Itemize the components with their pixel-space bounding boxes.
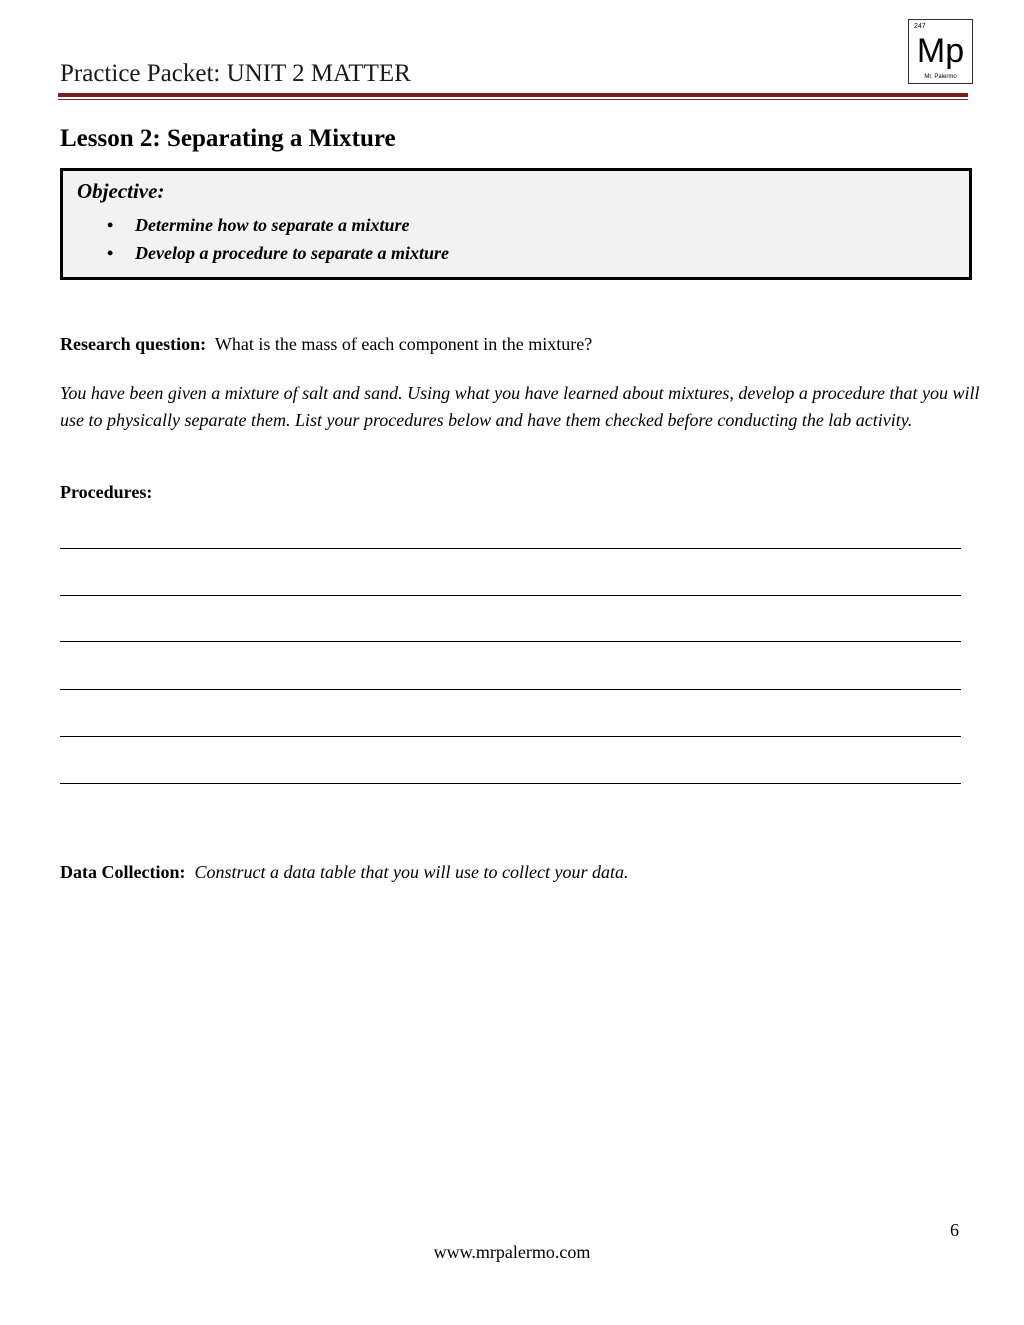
- procedure-answer-line[interactable]: [60, 595, 961, 596]
- objective-list: [107, 211, 449, 267]
- logo-number: 247: [914, 23, 926, 30]
- procedure-answer-line[interactable]: [60, 689, 961, 690]
- objective-item: [107, 211, 449, 239]
- header-divider-thin: [58, 99, 968, 100]
- footer-url[interactable]: www.mrpalermo.com: [433, 1242, 591, 1262]
- bullet-icon: •: [107, 215, 114, 235]
- lab-instructions: You have been given a mixture of salt and sand. Using what you have learned about mixtures, develop a procedure that you will use to physically separate them. List your procedures below and have them checked before conducting the lab activity.: [60, 383, 980, 430]
- data-collection-text: Construct a data table that you will use to collect your data.: [194, 862, 629, 882]
- objective-heading: Objective:: [77, 179, 165, 203]
- research-question-text: What is the mass of each component in the mixture?: [214, 334, 593, 354]
- data-collection-label: Data Collection:: [60, 862, 186, 882]
- mp-logo: [908, 19, 973, 84]
- objective-item-text: Develop a procedure to separate a mixture: [135, 243, 449, 263]
- logo-symbol: Mp: [916, 32, 965, 70]
- data-collection: [60, 862, 628, 883]
- procedure-answer-line[interactable]: [60, 641, 961, 642]
- logo-name: Mr. Palermo: [924, 74, 957, 80]
- procedure-answer-line[interactable]: [60, 783, 961, 784]
- procedure-answer-line[interactable]: [60, 736, 961, 737]
- procedure-answer-line[interactable]: [60, 548, 961, 549]
- header-divider-thick: [58, 93, 968, 97]
- lesson-title: Lesson 2: Separating a Mixture: [60, 125, 396, 152]
- objective-box: [60, 168, 972, 280]
- bullet-icon: •: [107, 243, 114, 263]
- objective-item-text: Determine how to separate a mixture: [135, 215, 410, 235]
- packet-title: Practice Packet: UNIT 2 MATTER: [60, 60, 411, 87]
- research-question: [60, 334, 592, 355]
- page-number: 6: [950, 1220, 959, 1240]
- objective-item: [107, 239, 449, 267]
- research-question-label: Research question:: [60, 334, 207, 354]
- procedures-label: Procedures:: [60, 482, 153, 502]
